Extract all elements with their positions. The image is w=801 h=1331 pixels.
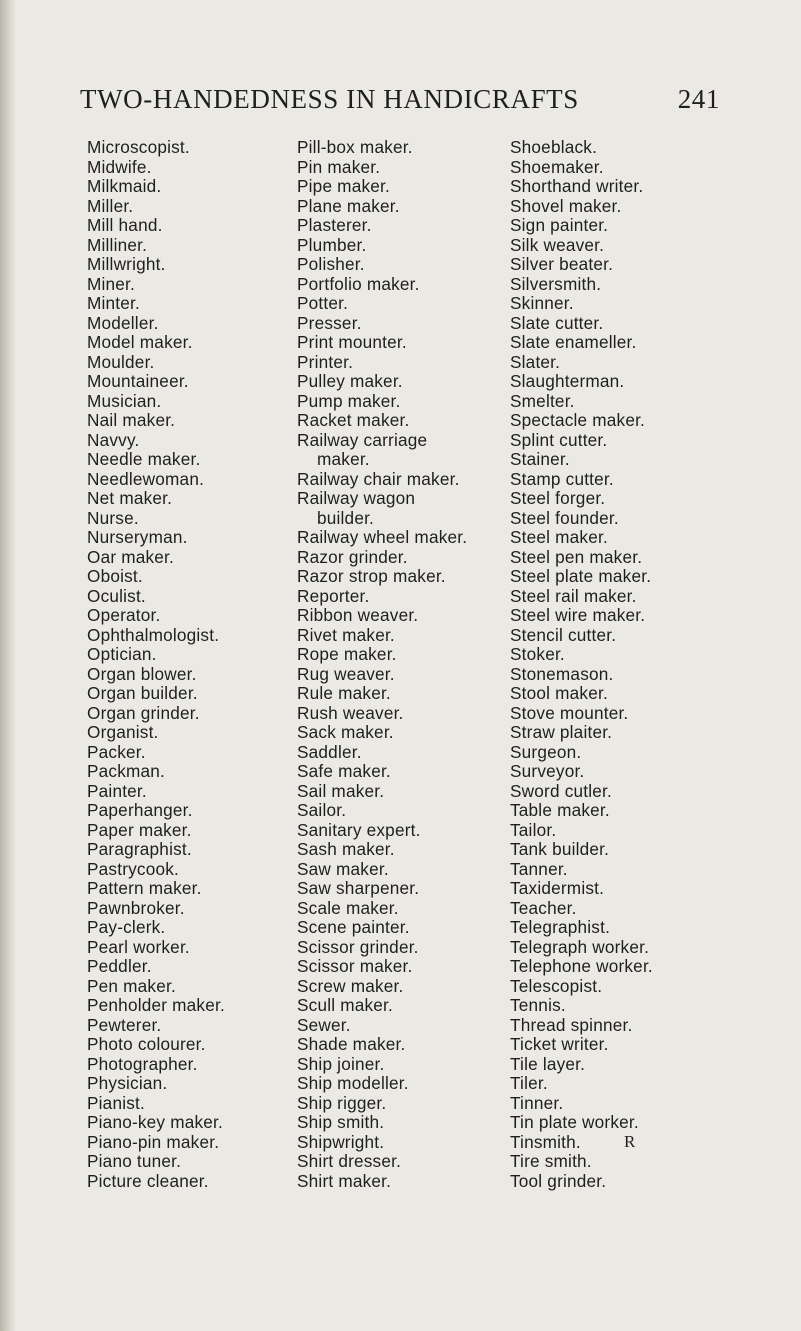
occupation-column-3: [510, 138, 653, 1191]
list-item: Potter.: [297, 293, 349, 313]
list-item: Railway wagon: [297, 488, 416, 508]
list-item: Moulder.: [87, 351, 155, 372]
list-item: Tin plate worker.: [510, 1112, 639, 1132]
list-item: Tank builder.: [510, 839, 610, 859]
list-item: Peddler.: [87, 956, 152, 976]
list-item: maker.: [317, 449, 370, 469]
list-item: Telegraph worker.: [510, 936, 650, 957]
list-item: Telegraphist.: [510, 917, 611, 937]
list-item: Saddler.: [297, 741, 362, 762]
list-item: Portfolio maker.: [297, 273, 420, 294]
list-item: Oculist.: [87, 585, 146, 606]
list-item: Shovel maker.: [510, 195, 622, 216]
list-item: Railway wheel maker.: [297, 527, 468, 547]
list-item: Pen maker.: [87, 975, 176, 996]
list-item: Surveyor.: [510, 761, 585, 781]
list-item: Slate cutter.: [510, 312, 604, 333]
list-item: Photo colourer.: [87, 1034, 206, 1054]
list-item: Razor grinder.: [297, 546, 408, 567]
list-item: Optician.: [87, 644, 157, 664]
list-item: Milliner.: [87, 234, 148, 255]
list-item: Nurse.: [87, 507, 139, 528]
list-item: Silversmith.: [510, 273, 602, 294]
list-item: builder.: [317, 507, 375, 528]
list-item: Oar maker.: [87, 546, 175, 567]
list-item: Paperhanger.: [87, 800, 193, 820]
list-item: Teacher.: [510, 897, 577, 918]
list-item: Shoeblack.: [510, 137, 598, 157]
list-item: Shoemaker.: [510, 156, 604, 177]
list-item: Tile layer.: [510, 1053, 586, 1074]
list-item: Stoker.: [510, 644, 565, 664]
list-item: Nurseryman.: [87, 527, 188, 547]
list-item: Rope maker.: [297, 644, 397, 664]
signature-mark: R: [624, 1132, 636, 1151]
list-item: Needlewoman.: [87, 468, 205, 489]
list-item: Scale maker.: [297, 897, 399, 918]
list-item: Steel founder.: [510, 507, 619, 528]
page-header: [80, 84, 720, 124]
list-item: Midwife.: [87, 156, 152, 177]
list-item: Pill-box maker.: [297, 137, 413, 157]
list-item: Plumber.: [297, 234, 367, 255]
list-item: Sanitary expert.: [297, 819, 421, 840]
list-item: Navvy.: [87, 429, 140, 450]
list-item: Steel plate maker.: [510, 566, 652, 586]
list-item: Ribbon weaver.: [297, 605, 419, 625]
list-item: Silver beater.: [510, 254, 614, 274]
list-item: Model maker.: [87, 332, 193, 352]
list-item: Sewer.: [297, 1014, 351, 1035]
list-item: Ship modeller.: [297, 1073, 409, 1093]
list-item: Musician.: [87, 390, 162, 411]
list-item: Piano tuner.: [87, 1151, 182, 1171]
list-item: Nail maker.: [87, 410, 176, 430]
list-item: Scene painter.: [297, 917, 410, 937]
list-item: Scull maker.: [297, 995, 394, 1015]
list-item: Shorthand writer.: [510, 176, 644, 196]
list-item: Surgeon.: [510, 741, 582, 762]
list-item: Pewterer.: [87, 1014, 162, 1035]
list-item: Ticket writer.: [510, 1034, 609, 1054]
list-item: Steel pen maker.: [510, 546, 643, 567]
list-item: Mill hand.: [87, 215, 163, 235]
list-item: Sack maker.: [297, 722, 394, 742]
list-item: Stove mounter.: [510, 702, 629, 723]
list-item: Miner.: [87, 273, 136, 294]
list-item: Packman.: [87, 761, 166, 781]
list-item: Saw sharpener.: [297, 878, 420, 898]
page-number: 241: [677, 84, 720, 114]
list-item: Shirt maker.: [297, 1170, 392, 1191]
list-item: Organ blower.: [87, 663, 197, 684]
list-item: Tire smith.: [510, 1151, 592, 1171]
list-item: Organ grinder.: [87, 702, 200, 723]
list-item: Sword cutler.: [510, 780, 612, 801]
list-item: Print mounter.: [297, 332, 407, 352]
list-item: Skinner.: [510, 293, 574, 313]
list-item: Rug weaver.: [297, 663, 395, 684]
list-item: Scissor maker.: [297, 956, 413, 976]
list-item: Steel forger.: [510, 488, 606, 508]
list-item: Rule maker.: [297, 683, 391, 703]
list-item: Piano-pin maker.: [87, 1131, 220, 1152]
list-item: Minter.: [87, 293, 140, 313]
list-item: Slater.: [510, 351, 561, 372]
list-item: Organ builder.: [87, 683, 198, 703]
list-item: Sailor.: [297, 800, 347, 820]
list-item: Milkmaid.: [87, 176, 162, 196]
list-item: Mountaineer.: [87, 371, 189, 391]
list-item: Steel wire maker.: [510, 605, 646, 625]
list-item: Organist.: [87, 722, 159, 742]
list-item: Sail maker.: [297, 780, 385, 801]
list-item: Piano-key maker.: [87, 1112, 223, 1132]
list-item: Pump maker.: [297, 390, 401, 411]
list-item: Tennis.: [510, 995, 566, 1015]
list-item: Tinner.: [510, 1092, 564, 1113]
list-item: Screw maker.: [297, 975, 404, 996]
list-item: Pipe maker.: [297, 176, 390, 196]
list-item: Plasterer.: [297, 215, 372, 235]
occupation-column-2: [297, 138, 467, 1191]
list-item: Tool grinder.: [510, 1170, 607, 1191]
list-item: Telephone worker.: [510, 956, 653, 976]
list-item: Slate enameller.: [510, 332, 637, 352]
list-item: Stamp cutter.: [510, 468, 614, 489]
list-item: Telescopist.: [510, 975, 603, 996]
list-item: Straw plaiter.: [510, 722, 613, 742]
list-item: Microscopist.: [87, 137, 190, 157]
list-item: Racket maker.: [297, 410, 410, 430]
list-item: Ship rigger.: [297, 1092, 387, 1113]
list-item: Railway carriage: [297, 429, 428, 450]
list-item: Miller.: [87, 195, 134, 216]
list-item: Operator.: [87, 605, 161, 625]
list-item: Spectacle maker.: [510, 410, 646, 430]
list-item: Saw maker.: [297, 858, 389, 879]
list-item: Reporter.: [297, 585, 370, 606]
list-item: Steel maker.: [510, 527, 608, 547]
list-item: Net maker.: [87, 488, 173, 508]
list-item: Picture cleaner.: [87, 1170, 209, 1191]
list-item: Splint cutter.: [510, 429, 608, 450]
list-item: Tinsmith.: [510, 1131, 581, 1152]
list-item: Silk weaver.: [510, 234, 605, 255]
list-item: Painter.: [87, 780, 147, 801]
list-item: Sign painter.: [510, 215, 609, 235]
list-item: Steel rail maker.: [510, 585, 637, 606]
list-item: Pawnbroker.: [87, 897, 185, 918]
list-item: Penholder maker.: [87, 995, 225, 1015]
list-item: Plane maker.: [297, 195, 400, 216]
list-item: Tanner.: [510, 858, 568, 879]
list-item: Railway chair maker.: [297, 468, 460, 489]
list-item: Rush weaver.: [297, 702, 404, 723]
list-item: Taxidermist.: [510, 878, 605, 898]
list-item: Slaughterman.: [510, 371, 625, 391]
occupation-column-1: [87, 138, 225, 1191]
page-gutter-shadow: [0, 0, 16, 1331]
list-item: Physician.: [87, 1073, 168, 1093]
list-item: Photographer.: [87, 1053, 198, 1074]
running-title: TWO-HANDEDNESS IN HANDICRAFTS: [80, 84, 579, 114]
list-item: Ship smith.: [297, 1112, 385, 1132]
list-item: Scissor grinder.: [297, 936, 419, 957]
list-item: Smelter.: [510, 390, 575, 411]
list-item: Modeller.: [87, 312, 159, 333]
list-item: Millwright.: [87, 254, 166, 274]
list-item: Pin maker.: [297, 156, 381, 177]
list-item: Ophthalmologist.: [87, 624, 220, 645]
list-item: Tailor.: [510, 819, 557, 840]
list-item: Paper maker.: [87, 819, 192, 840]
list-item: Safe maker.: [297, 761, 391, 781]
list-item: Stool maker.: [510, 683, 608, 703]
list-item: Presser.: [297, 312, 362, 333]
list-item: Stainer.: [510, 449, 570, 469]
list-item: Shade maker.: [297, 1034, 406, 1054]
list-item: Razor strop maker.: [297, 566, 446, 586]
list-item: Rivet maker.: [297, 624, 395, 645]
list-item: Paragraphist.: [87, 839, 192, 859]
list-item: Ship joiner.: [297, 1053, 385, 1074]
list-item: Oboist.: [87, 566, 143, 586]
list-item: Pianist.: [87, 1092, 145, 1113]
list-item: Shirt dresser.: [297, 1151, 402, 1171]
list-item: Packer.: [87, 741, 146, 762]
list-item: Thread spinner.: [510, 1014, 633, 1035]
list-item: Printer.: [297, 351, 354, 372]
list-item: Shipwright.: [297, 1131, 385, 1152]
list-item: Pastrycook.: [87, 858, 179, 879]
list-item: Needle maker.: [87, 449, 201, 469]
list-item: Sash maker.: [297, 839, 395, 859]
list-item: Pulley maker.: [297, 371, 403, 391]
list-item: Pay-clerk.: [87, 917, 166, 937]
list-item: Pearl worker.: [87, 936, 190, 957]
list-item: Stonemason.: [510, 663, 614, 684]
list-item: Tiler.: [510, 1073, 548, 1093]
list-item: Polisher.: [297, 254, 365, 274]
list-item: Table maker.: [510, 800, 610, 820]
list-item: Stencil cutter.: [510, 624, 617, 645]
list-item: Pattern maker.: [87, 878, 202, 898]
